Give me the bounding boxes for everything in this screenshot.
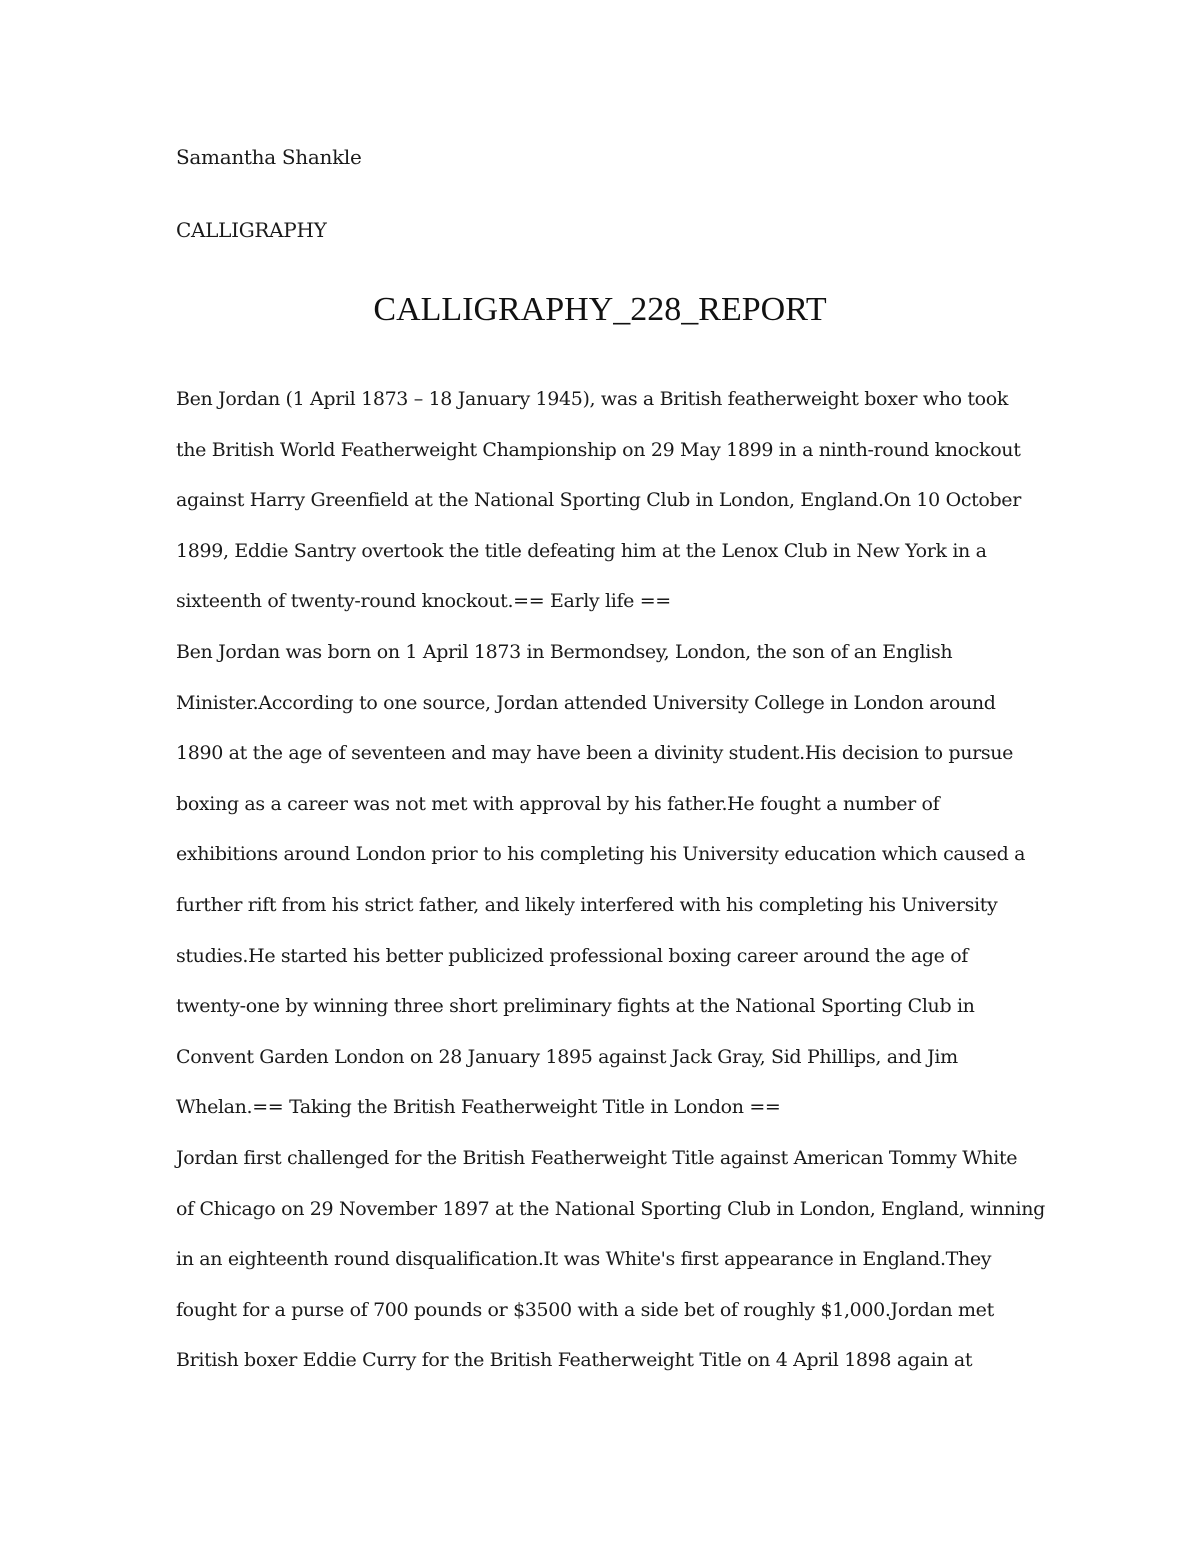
body-line: exhibitions around London prior to his completing his University education which caused a xyxy=(176,843,1026,866)
body-line: twenty-one by winning three short preliminary fights at the National Sporting Club in xyxy=(176,995,975,1018)
body-line: further rift from his strict father, and likely interfered with his completing his University xyxy=(176,893,998,916)
body-line: Ben Jordan (1 April 1873 – 18 January 1945), was a British featherweight boxer who took xyxy=(176,388,1008,410)
body-line: against Harry Greenfield at the National Sporting Club in London, England.On 10 October xyxy=(176,489,1021,512)
body-line: in an eighteenth round disqualification.It was White's first appearance in England.They xyxy=(176,1248,992,1271)
body-line: British boxer Eddie Curry for the British Featherweight Title on 4 April 1898 again at xyxy=(176,1349,973,1372)
body-line: fought for a purse of 700 pounds or $3500 with a side bet of roughly $1,000.Jordan met xyxy=(176,1298,994,1321)
body-line: boxing as a career was not met with approval by his father.He fought a number of xyxy=(176,792,940,815)
body-line: Jordan first challenged for the British Featherweight Title against American Tommy White xyxy=(176,1146,1018,1169)
body-line: 1890 at the age of seventeen and may have been a divinity student.His decision to pursue xyxy=(176,742,1014,765)
body-line: the British World Featherweight Championship on 29 May 1899 in a ninth-round knockout xyxy=(176,438,1021,461)
body-line: Ben Jordan was born on 1 April 1873 in Bermondsey, London, the son of an English xyxy=(176,640,953,663)
body-line: studies.He started his better publicized professional boxing career around the age of xyxy=(176,944,968,967)
course-name: CALLIGRAPHY xyxy=(176,218,327,242)
body-line: sixteenth of twenty-round knockout.== Early life == xyxy=(176,590,671,613)
body-line: Minister.According to one source, Jordan attended University College in London around xyxy=(176,691,996,714)
body-text xyxy=(176,384,1045,1396)
author-name: Samantha Shankle xyxy=(176,145,362,169)
body-line: Convent Garden London on 28 January 1895 against Jack Gray, Sid Phillips, and Jim xyxy=(176,1045,958,1068)
body-line: of Chicago on 29 November 1897 at the National Sporting Club in London, England, winning xyxy=(176,1197,1045,1220)
document-title: CALLIGRAPHY_228_REPORT xyxy=(373,291,827,328)
body-line: 1899, Eddie Santry overtook the title defeating him at the Lenox Club in New York in a xyxy=(176,539,987,562)
body-line: Whelan.== Taking the British Featherweight Title in London == xyxy=(176,1096,781,1119)
